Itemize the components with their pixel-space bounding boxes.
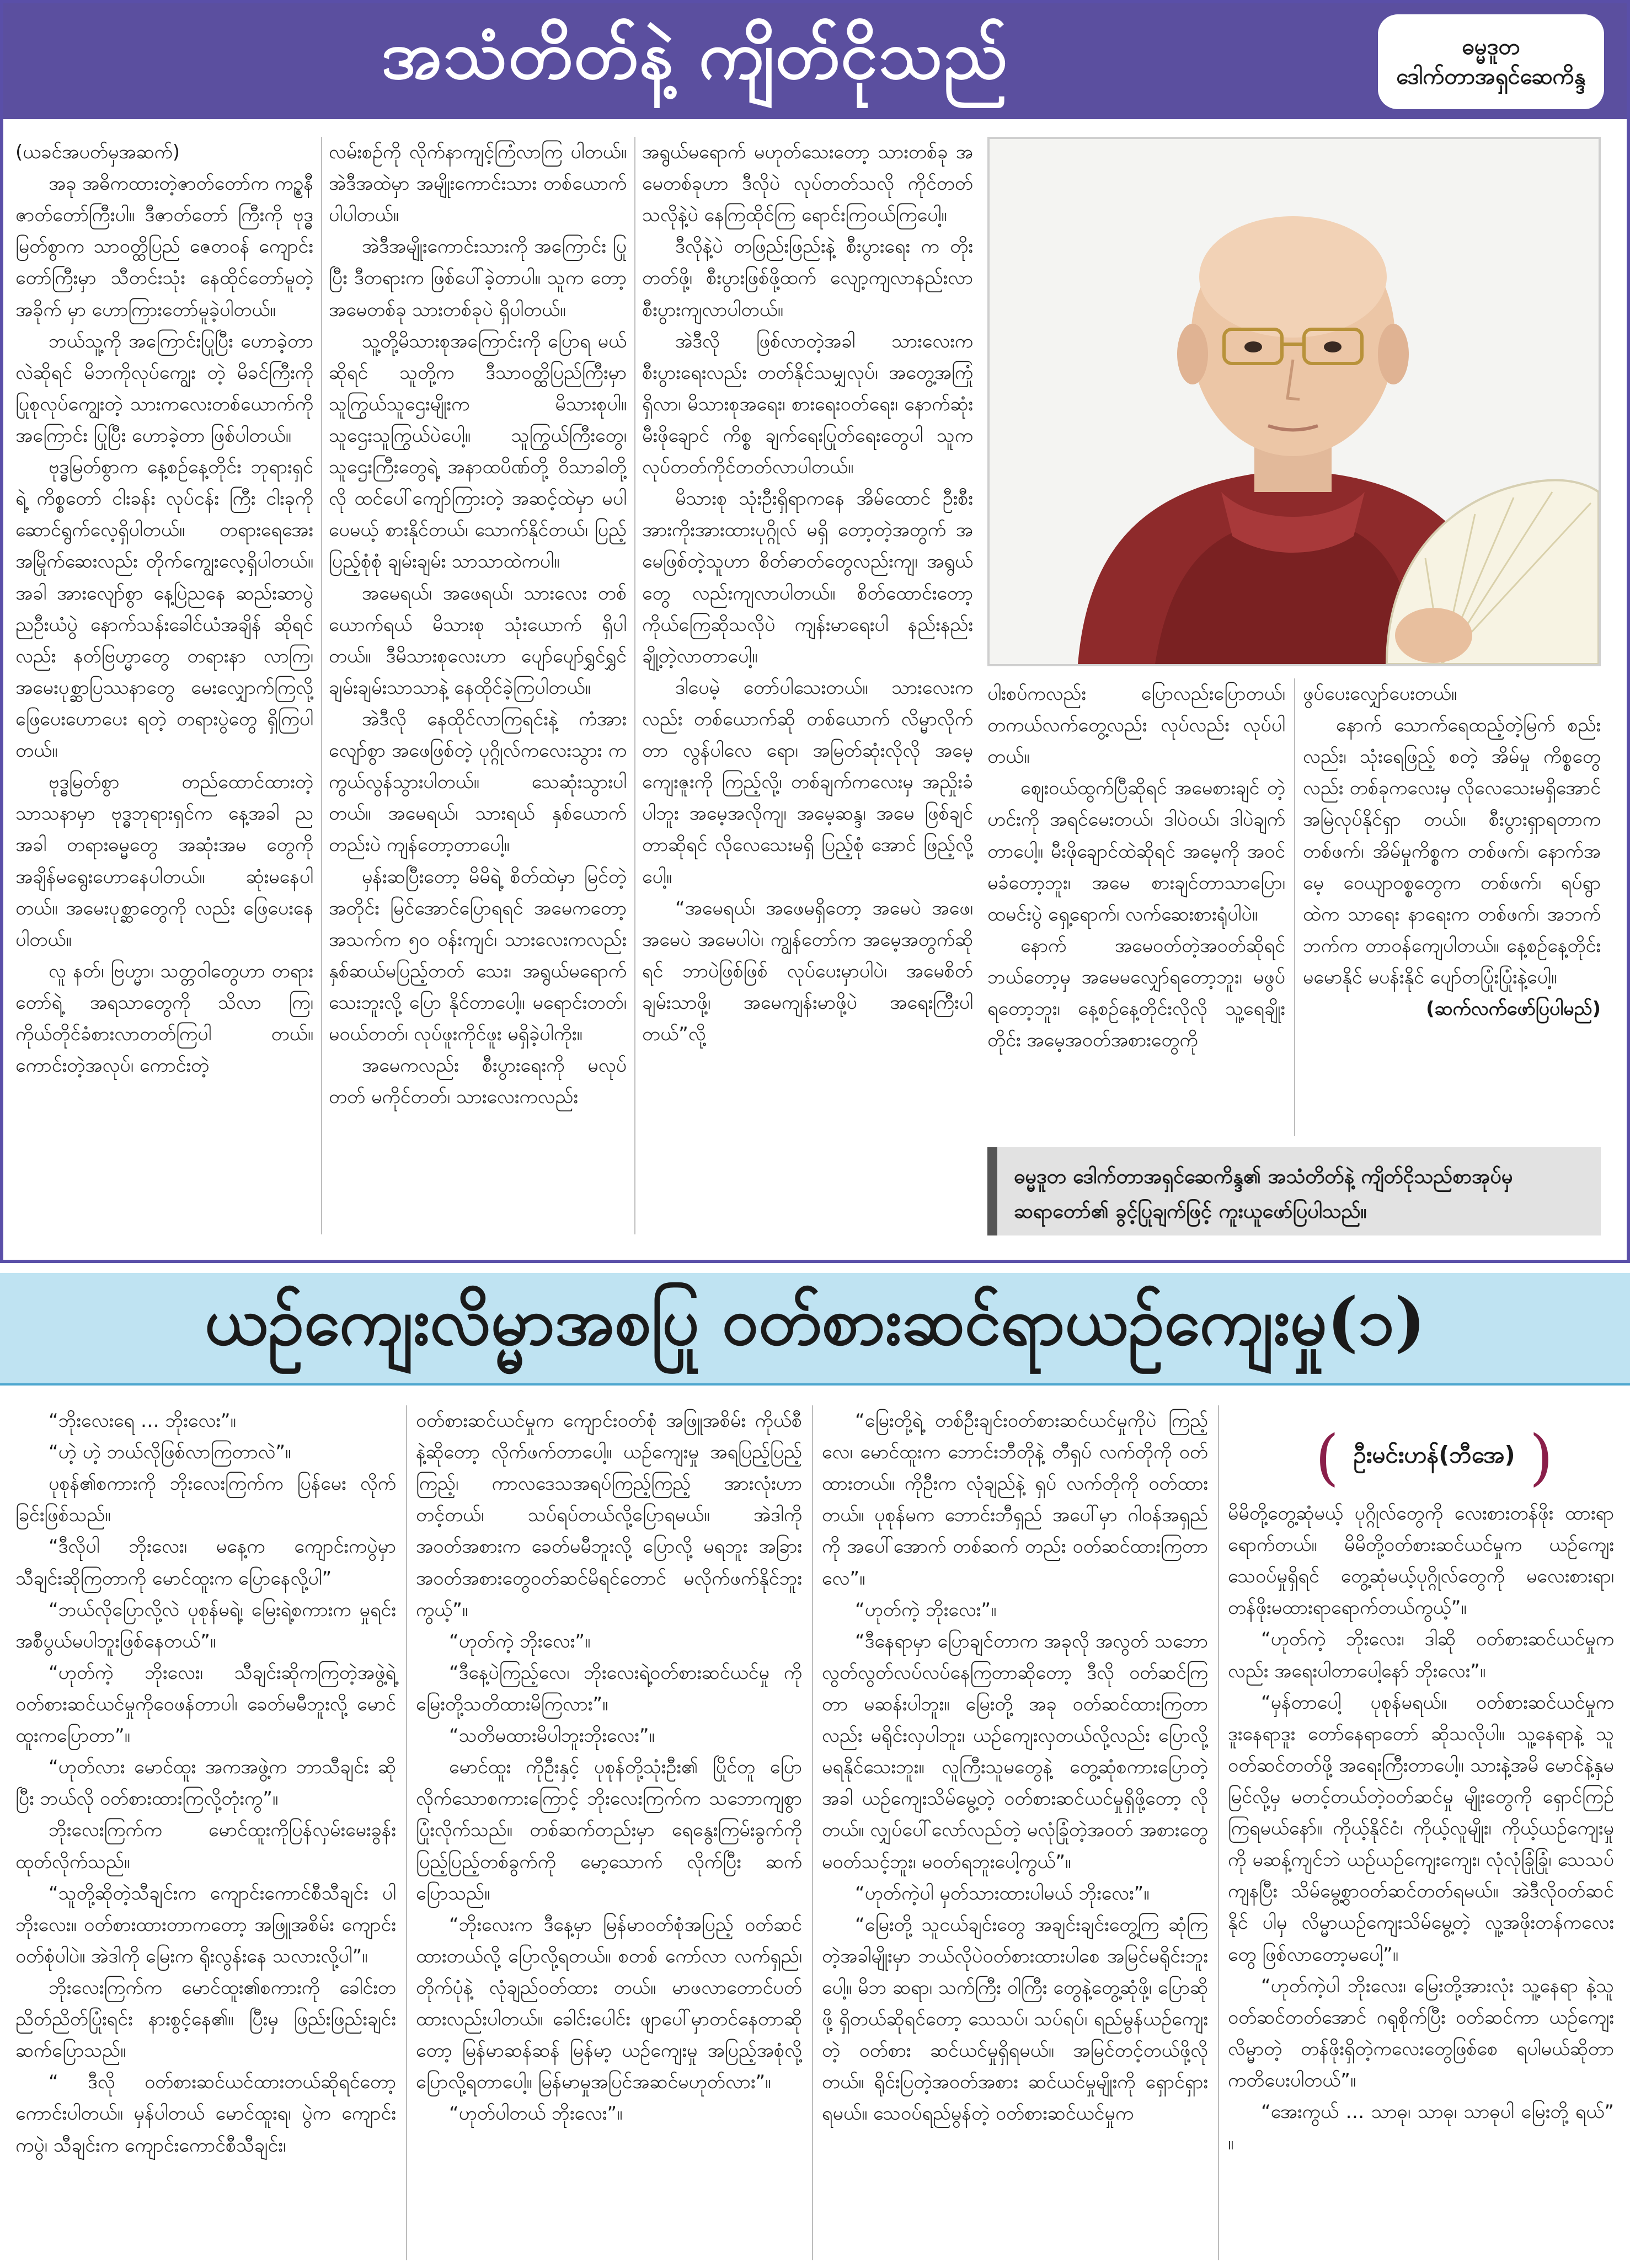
paragraph: “ဒီနေ့ပဲကြည့်လေ၊ ဘိုးလေးရဲ့ဝတ်စားဆင်ယင်မှု ကို မြေးတို့သတိထားမိကြလား”။ [416, 1661, 802, 1715]
monk-portrait-image [990, 139, 1599, 664]
bottom-article-column-1 [15, 1405, 396, 2260]
paragraph: “ ဒီလို ဝတ်စားဆင်ယင်ထားတယ်ဆိုရင်တော့ ကောင်းပါတယ်။ မှန်ပါတယ် မောင်ထူးရ၊ ပွဲက ကျောင်းကပွဲ၊ သီချင်းက ကျောင်းကောင်စီသီချင်း၊ [15, 2071, 396, 2157]
paragraph: အရွယ်မရောက် မဟုတ်သေးတော့ သားတစ်ခု အမေတစ်ခုဟာ ဒီလိုပဲ လုပ်တတ်သလို ကိုင်တတ်သလိုနဲ့ပဲ နေကြထိုင်ကြ ရောင်းကြဝယ်ကြပေါ့။ [642, 141, 973, 227]
paragraph: လမ်းစဉ်ကို လိုက်နာကျင့်ကြံလာကြ ပါတယ်။ အဲဒီအထဲမှာ အမျိုးကောင်းသား တစ်ယောက်ပါပါတယ်။ [329, 141, 627, 227]
paragraph: “ဟုတ်ကဲ့ ဘိုးလေး၊ ဒါဆို ဝတ်စားဆင်ယင်မှုက လည်း အရေးပါတာပေါ့နော် ဘိုးလေး”။ [1228, 1628, 1614, 1682]
paragraph: “ဒီနေရာမှာ ပြောချင်တာက အခုလို အလွတ် သဘော လွတ်လွတ်လပ်လပ်နေကြတာဆိုတော့ ဒီလို ဝတ်ဆင်ကြတာ မဆန်းပါဘူး။ မြေးတို့ အခု ဝတ်ဆင်ထားကြတာလည်း မရိုင်းလှပါဘူး၊ ယဉ်ကျေးလှတယ်လို့လည်း ပြောလို့မရနိုင်သေးဘူး။ လူကြီးသူမတွေနဲ့ တွေ့ဆုံစကားပြောတဲ့အခါ ယဉ်ကျေးသိမ်မွေ့တဲ့ ဝတ်စားဆင်ယင်မှုရှိဖို့တော့ လိုတယ်။ လျှပ်ပေါ်လော်လည်တဲ့ မလုံခြုံတဲ့အဝတ် အစားတွေ မဝတ်သင့်ဘူး၊ မဝတ်ရဘူးပေါ့ကွယ်”။ [822, 1630, 1208, 1873]
bottom-article-column-3 [822, 1405, 1208, 2260]
byline-name: ဒေါက်တာအရှင်ဆေကိန္ဒ [1396, 64, 1586, 89]
bottom-article-column-2 [416, 1405, 802, 2260]
paragraph: “ဒီလိုပါ ဘိုးလေး၊ မနေ့က ကျောင်းကပွဲမှာ သီချင်းဆိုကြတာကို မောင်ထူးက ပြောနေလို့ပါ” [15, 1536, 396, 1590]
paragraph: ဒီလိုနဲ့ပဲ တဖြည်းဖြည်းနဲ့ စီးပွားရေး က တိုးတတ်ဖို့၊ စီးပွားဖြစ်ဖို့ထက် လျော့ကျလာနည်းလာစီးပွားကျလာပါတယ်။ [642, 236, 973, 321]
paragraph: “မှန်တာပေါ့ ပုစုန်မရယ်။ ဝတ်စားဆင်ယင်မှုက ဒူးနေရာဒူး တော်နေရာတော် ဆိုသလိုပါ။ သူ့နေရာနဲ့ သူ ဝတ်ဆင်တတ်ဖို့ အရေးကြီးတာပေါ့။ သားနဲ့အမိ မောင်နဲ့နှမ မြင်လို့မှ မတင့်တယ်တဲ့ဝတ်ဆင်မှု မျိုးတွေကို ရှောင်ကြဉ်ကြရမယ်နော်။ ကိုယ့်နိုင်ငံ၊ ကိုယ့်လူမျိုး၊ ကိုယ့်ယဉ်ကျေးမှုကို မဆန့်ကျင်ဘဲ ယဉ်ယဉ်ကျေးကျေး၊ လုံလုံခြုံခြုံ၊ သေသပ်ကျနပြီး သိမ်မွေ့စွာဝတ်ဆင်တတ်ရမယ်။ အဲဒီလိုဝတ်ဆင်နိုင် ပါမှ လိမ္မာယဉ်ကျေးသိမ်မွေ့တဲ့ လူ့အဖိုးတန်ကလေး တွေ ဖြစ်လာတော့မပေါ့”။ [1228, 1691, 1614, 1966]
paragraph: ဈေးဝယ်ထွက်ပြီဆိုရင် အမေစားချင် တဲ့ဟင်းကို အရင်မေးတယ်၊ ဒါပဲဝယ်၊ ဒါပဲချက်တာပေါ့။ မီးဖိုချောင်ထဲဆိုရင် အမေ့ကို အဝင်မခံတော့ဘူး၊ အမေ စားချင်တာသာပြော၊ ထမင်းပွဲ ရှေ့ရောက်၊ လက်ဆေးစားရုံပါပဲ။ [987, 777, 1285, 926]
column-divider [1294, 678, 1295, 1136]
paragraph: နောက် သောက်ရေထည့်တဲ့မြက် စည်းလည်း၊ သုံးရေဖြည့် စတဲ့ အိမ်မှု ကိစ္စတွေလည်း တစ်ခုကလေးမှ လိုလေသေးမရှိအောင် အမြဲလုပ်နိုင်ရှာ တယ်။ စီးပွားရှာရတာက တစ်ဖက်၊ အိမ်မှုကိစ္စက တစ်ဖက်၊ နောက်အမေ့ ဝေယျာဝစ္စတွေက တစ်ဖက်၊ ရပ်ရွာ ထဲက သာရေး နာရေးက တစ်ဖက်၊ အဘက်ဘက်က တာဝန်ကျေပါတယ်။ နေ့စဉ်နေ့တိုင်း မမောနိုင် မပန်းနိုင် ပျော်တပြုံးပြုံးနဲ့ပေါ့။ [1303, 714, 1601, 988]
paragraph: “ဟုတ်ကဲ့ ဘိုးလေး”။ [449, 1630, 591, 1652]
paragraph: “ဘယ်လိုပြောလို့လဲ ပုစုန်မရဲ့၊ မြေးရဲ့စကားက မှုရင်းအစီပွယ်မပါဘူးဖြစ်နေတယ်”။ [15, 1598, 396, 1652]
paragraph: “သူတို့ဆိုတဲ့သီချင်းက ကျောင်းကောင်စီသီချင်း ပါ ဘိုးလေး။ ဝတ်စားထားတာကတော့ အဖြူအစိမ်း ကျောင်းဝတ်စုံပါပဲ။ အဲဒါကို မြေးက ရိုးလွန်းနေ သလားလို့ပါ”။ [15, 1882, 396, 1967]
paragraph: “အမေရယ်၊ အဖေမရှိတော့ အမေပဲ အဖေ၊ အမေပဲ အမေပါပဲ၊ ကျွန်တော်က အမေ့အတွက်ဆိုရင် ဘာပဲဖြစ်ဖြစ် လုပ်ပေးမှာပါပဲ၊ အမေစိတ်ချမ်းသာဖို့၊ အမေကျန်းမာဖို့ပဲ အရေးကြီးပါတယ်”လို့ [642, 897, 973, 1046]
title-underline-rule [0, 1383, 1630, 1386]
column-divider [1218, 1405, 1219, 2260]
monk-portrait-photo [987, 137, 1601, 666]
paragraph: အခု အဓိကထားတဲ့ဇာတ်တော်က ကဥ္စနီ ဇာတ်တော်ကြီးပါ။ ဒီဇာတ်တော် ကြီးကို ဗုဒ္ဓမြတ်စွာက သာဝတ္ထိပြည် ဇေတဝန် ကျောင်းတော်ကြီးမှာ သီတင်းသုံး နေထိုင်တော်မူတဲ့အခိုက် မှာ ဟောကြားတော်မူခဲ့ပါတယ်။ [15, 173, 313, 321]
bottom-article-column-4 [1228, 1498, 1614, 2259]
reprint-credit-caption: ဓမ္မဒူတ ဒေါက်တာအရှင်ဆေကိန္ဒ၏ အသံတိတ်နဲ့ ကျိတ်ငိုသည်စာအုပ်မှ ဆရာတော်၏ ခွင့်ပြုချက်ဖြင့် ကူးယူဖော်ပြပါသည်။ [987, 1147, 1601, 1235]
paragraph: ဘိုးလေးကြက်က မောင်ထူးကိုပြန်လှမ်းမေးခွန်း ထုတ်လိုက်သည်။ [15, 1819, 396, 1873]
paragraph: “ဟုတ်ကဲ့ပါ မှတ်သားထားပါမယ် ဘိုးလေး”။ [855, 1882, 1150, 1905]
paragraph: ဘယ်သူ့ကို အကြောင်းပြုပြီး ဟောခဲ့တာလဲဆိုရင် မိဘကိုလုပ်ကျွေး တဲ့ မိခင်ကြီးကို ပြုစုလုပ်ကျွေးတဲ့ သားကလေးတစ်ယောက်ကိုအကြောင်း ပြုပြီး ဟောခဲ့တာ ဖြစ်ပါတယ်။ [15, 330, 313, 447]
top-article-column-1 [15, 137, 313, 1234]
paragraph: ပါးစပ်ကလည်း ပြောလည်းပြောတယ်၊ တကယ်လက်တွေ့လည်း လုပ်လည်း လုပ်ပါတယ်။ [987, 683, 1285, 768]
paragraph: ဖွပ်ပေးလျှော်ပေးတယ်။ [1303, 683, 1457, 705]
byline-title: ဓမ္မဒူတ [1462, 34, 1520, 60]
column-divider [812, 1405, 813, 2260]
column-divider [634, 137, 635, 1234]
paragraph: ဗုဒ္ဓမြတ်စွာက နေ့စဉ်နေ့တိုင်း ဘုရားရှင်ရဲ့ ကိစ္စတော် ငါးခန်း လုပ်ငန်း ကြီး ငါးခုကို ဆောင်ရွက်လေ့ရှိပါတယ်။ တရားရေအေး အမြိုက်ဆေးလည်း တိုက်ကျွေးလေ့ရှိပါတယ်။ အခါ အားလျော်စွာ နေ့ပြဲညနေ ဆည်းဆာပွဲ ညဦးယံပွဲ နောက်သန်းခေါင်ယံအချိန် ဆိုရင်လည်း နတ်ဗြဟ္မာတွေ တရားနာ လာကြ၊ အမေးပုစ္ဆာပြဿနာတွေ မေးလျှောက်ကြလို့ ဖြေပေးဟောပေး ရတဲ့ တရားပွဲတွေ ရှိကြပါတယ်။ [15, 456, 313, 762]
paragraph: ပုစုန်၏စကားကို ဘိုးလေးကြက်က ပြန်မေး လိုက်ခြင်းဖြစ်သည်။ [15, 1473, 396, 1527]
paragraph: အမေကလည်း စီးပွားရေးကို မလုပ် တတ် မကိုင်တတ်၊ သားလေးကလည်း [329, 1055, 627, 1109]
paragraph: “ဟဲ့ ဟဲ့ ဘယ်လိုဖြစ်လာကြတာလဲ”။ [49, 1441, 291, 1464]
author-name: ဦးမင်းဟန်(ဘီအေ) [1353, 1441, 1515, 1468]
paragraph: အဲဒီအမျိုးကောင်းသားကို အကြောင်း ပြုပြီး ဒီတရားက ဖြစ်ပေါ်ခဲ့တာပါ။ သူက တော့ အမေတစ်ခု သားတစ်ခုပဲ ရှိပါတယ်။ [329, 236, 627, 321]
paragraph: လူ နတ်၊ ဗြဟ္မာ၊ သတ္တဝါတွေဟာ တရားတော်ရဲ့ အရသာတွေကို သိလာ ကြ၊ ကိုယ်တိုင်ခံစားလာတတ်ကြပါ တယ်။ ကောင်းတဲ့အလုပ်၊ ကောင်းတဲ့ [15, 960, 313, 1077]
paragraph: (ဆက်လက်ဖော်ပြပါမည်) [1426, 998, 1601, 1020]
column-divider [321, 137, 322, 1234]
author-bracket-right: ) [1529, 1422, 1553, 1493]
top-article-column-3 [642, 137, 973, 1234]
paragraph: မိမိတို့တွေ့ဆုံမယ့် ပုဂ္ဂိုလ်တွေကို လေးစားတန်ဖိုး ထားရာရောက်တယ်။ မိမိတို့ဝတ်စားဆင်ယင်မှုက ယဉ်ကျေးသေဝပ်မှုရှိရင် တွေ့ဆုံမယ့်ပုဂ္ဂိုလ်တွေကို မလေးစားရာ၊ တန်ဖိုးမထားရာရောက်တယ်ကွယ့်”။ [1228, 1502, 1614, 1619]
paragraph: ဗုဒ္ဓမြတ်စွာ တည်ထောင်ထားတဲ့ သာသနာမှာ ဗုဒ္ဓဘုရားရှင်က နေ့အခါ ညအခါ တရားဓမ္မတွေ အဆုံးအမ တွေကို အချိန်မရွေးဟောနေပါတယ်။ ဆုံးမနေပါတယ်။ အမေးပုစ္ဆာတွေကို လည်း ဖြေပေးနေပါတယ်။ [15, 771, 313, 951]
paragraph: “ဟုတ်လား မောင်ထူး အကအဖွဲ့က ဘာသီချင်း ဆိုပြီး ဘယ်လို ဝတ်စားထားကြလို့တုံးကွ”။ [15, 1756, 396, 1810]
paragraph: “ဟုတ်ကဲ့ ဘိုးလေး၊ သီချင်းဆိုကကြတဲ့အဖွဲ့ရဲ့ ဝတ်စားဆင်ယင်မှုကိုဝေဖန်တာပါ၊ ခေတ်မမီဘူးလို့ မောင်ထူးကပြောတာ”။ [15, 1661, 396, 1747]
bottom-article-title: ယဉ်ကျေးလိမ္မာအစပြု ဝတ်စားဆင်ရာယဉ်ကျေးမှု(၁) [204, 1283, 1426, 1360]
column-divider [406, 1405, 407, 2260]
paragraph: အဲဒီလို နေထိုင်လာကြရင်းနဲ့ ကံအား လျော်စွာ အဖေဖြစ်တဲ့ ပုဂ္ဂိုလ်ကလေးသွား က ကွယ်လွန်သွားပါတယ်။ သေဆုံးသွားပါ တယ်။ အမေရယ်၊ သားရယ် နှစ်ယောက် တည်းပဲ ကျန်တော့တာပေါ့။ [329, 708, 627, 857]
top-article-byline [1378, 14, 1604, 109]
paragraph: မှန်းဆပြီးတော့ မိမိရဲ့ စိတ်ထဲမှာ မြင်တဲ့အတိုင်း မြင်အောင်ပြောရရင် အမေကတော့ အသက်က ၅၀ ဝန်းကျင်၊ သားလေးကလည်း နှစ်ဆယ်မပြည့်တတ် သေး၊ အရွယ်မရောက်သေးဘူးလို့ ပြော နိုင်တာပေါ့။ မရောင်းတတ်၊ မဝယ်တတ်၊ လုပ်ဖူးကိုင်ဖူး မရှိခဲ့ပါကိုး။ [329, 865, 627, 1046]
paragraph: အဲဒီလို ဖြစ်လာတဲ့အခါ သားလေးက စီးပွားရေးလည်း တတ်နိုင်သမျှလုပ်၊ အတွေ့အကြုံရှိလာ၊ မိသားစုအရေး၊ စားရေးဝတ်ရေး၊ နောက်ဆုံး မီးဖိုချောင် ကိစ္စ ချက်ရေးပြုတ်ရေးတွေပါ သူက လုပ်တတ်ကိုင်တတ်လာပါတယ်။ [642, 330, 973, 479]
bottom-article-author [1263, 1422, 1605, 1493]
paragraph: သူ့တို့မိသားစုအကြောင်းကို ပြောရ မယ်ဆိုရင် သူတို့က ဒီသာဝတ္ထိပြည်ကြီးမှာ သူကြွယ်သူဌေးမျိုးက မိသားစုပါ။ သူဌေးသူကြွယ်ပဲပေါ့။ သူကြွယ်ကြီးတွေ၊ သူဌေးကြီးတွေရဲ့ အနာထပိဏ်တို့ ဝိသာခါတို့လို ထင်ပေါ်ကျော်ကြားတဲ့ အဆင့်ထဲမှာ မပါပေမယ့် စားနိုင်တယ်၊ သောက်နိုင်တယ်၊ ပြည့်ပြည့်စုံစုံ ချမ်းချမ်း သာသာထဲကပါ။ [329, 330, 627, 573]
paragraph: အမေရယ်၊ အဖေရယ်၊ သားလေး တစ်ယောက်ရယ် မိသားစု သုံးယောက် ရှိပါ တယ်။ ဒီမိသားစုလေးဟာ ပျော်ပျော်ရွှင်ရွှင် ချမ်းချမ်းသာသာနဲ့ နေထိုင်ခဲ့ကြပါတယ်။ [329, 582, 627, 699]
paragraph: ဘိုးလေးကြက်က မောင်ထူး၏စကားကို ခေါင်းတညိတ်ညိတ်ပြုံးရင်း နားစွင့်နေ၏။ ပြီးမှ ဖြည်းဖြည်းချင်း ဆက်ပြောသည်။ [15, 1976, 396, 2062]
paragraph: မိသားစု သုံးဦးရှိရာကနေ အိမ်ထောင် ဦးစီး အားကိုးအားထားပုဂ္ဂိုလ် မရှိ တော့တဲ့အတွက် အမေဖြစ်တဲ့သူဟာ စိတ်ဓာတ်တွေလည်းကျ၊ အရွယ်တွေ လည်းကျလာပါတယ်။ စိတ်ထောင်းတော့ ကိုယ်ကြေဆိုသလိုပဲ ကျန်းမာရေးပါ နည်းနည်းချို့တဲ့လာတာပေါ့။ [642, 488, 973, 667]
paragraph: “အေးကွယ် … သာဓု၊ သာဓု၊ သာဓုပါ မြေးတို့ ရယ်” ။ [1228, 2101, 1614, 2155]
paragraph: “သတိမထားမိပါဘူးဘိုးလေး”။ [449, 1725, 655, 1747]
paragraph: မောင်ထူး ကိုဦးနှင့် ပုစုန်တို့သုံးဦး၏ ပြိုင်တူ ပြောလိုက်သောစကားကြောင့် ဘိုးလေးကြက်က သဘောကျစွာပြုံးလိုက်သည်။ တစ်ဆက်တည်းမှာ ရေနွေးကြမ်းခွက်ကို ပြည့်ပြည့်တစ်ခွက်ကို မော့သောက် လိုက်ပြီး ဆက်ပြောသည်။ [416, 1756, 802, 1905]
paragraph: (ယခင်အပတ်မှအဆက်) [15, 141, 180, 163]
paragraph: “ဟုတ်ကဲ့ပါ ဘိုးလေး၊ မြေးတို့အားလုံး သူ့နေရာ နဲ့သူ ဝတ်ဆင်တတ်အောင် ဂရုစိုက်ပြီး ဝတ်ဆင်ကာ ယဉ်ကျေးလိမ္မာတဲ့ တန်ဖိုးရှိတဲ့ကလေးတွေဖြစ်စေ ရပါမယ်ဆိုတာ ကတိပေးပါတယ်”။ [1228, 1975, 1614, 2092]
paragraph: ဝတ်စားဆင်ယင်မှုက ကျောင်းဝတ်စုံ အဖြူအစိမ်း ကိုယ်စီနဲ့ဆိုတော့ လိုက်ဖက်တာပေါ့။ ယဉ်ကျေးမှု အရပြည့်ပြည့်ကြည့်၊ ကာလဒေသအရပ်ကြည့်ကြည့် အားလုံးဟာ တင့်တယ်၊ သပ်ရပ်တယ်လို့ပြောရမယ်။ အဲဒါကို အဝတ်အစားက ခေတ်မမီဘူးလို့ ပြောလို့ မရဘူး အခြားအဝတ်အစားတွေဝတ်ဆင်မိရင်တောင် မလိုက်ဖက်နိုင်ဘူးကွယ့်”။ [416, 1410, 802, 1621]
paragraph: “မြေးတို့ရဲ့ တစ်ဦးချင်းဝတ်စားဆင်ယင်မှုကိုပဲ ကြည့်လေ၊ မောင်ထူးက ဘောင်းဘီတိုနဲ့ တီရှပ် လက်တိုကို ဝတ်ထားတယ်။ ကိုဦးက လုံချည်နဲ့ ရှပ် လက်တိုကို ဝတ်ထားတယ်။ ပုစုန်မက ဘောင်းဘီရှည် အပေါ်မှာ ဂါဝန်အရှည်ကို အပေါ်အောက် တစ်ဆက် တည်း ဝတ်ဆင်ထားကြတာလေ”။ [822, 1410, 1208, 1590]
top-article-column-5 [1303, 678, 1601, 1136]
top-article-title: အသံတိတ်နဲ့ ကျိတ်ငိုသည် [381, 15, 1009, 94]
paragraph: နောက် အမေဝတ်တဲ့အဝတ်ဆိုရင် ဘယ်တော့မှ အမေမလျှော်ရတော့ဘူး၊ မဖွပ်ရတော့ဘူး၊ နေ့စဉ်နေ့တိုင်းလိုလို သူ့ရေချိုးတိုင်း အမေ့အဝတ်အစားတွေကို [987, 934, 1285, 1052]
top-article-column-4 [987, 678, 1285, 1136]
author-bracket-left: ( [1315, 1422, 1339, 1493]
paragraph: “ဘိုးလေးက ဒီနေ့မှာ မြန်မာဝတ်စုံအပြည့် ဝတ်ဆင်ထားတယ်လို့ ပြောလို့ရတယ်။ စတစ် ကော်လာ လက်ရှည်၊ တိုက်ပုံနဲ့ လုံချည်ဝတ်ထား တယ်။ မာဖလာတောင်ပတ်ထားလည်းပါတယ်။ ခေါင်းပေါင်း ဖျာပေါ်မှာတင်နေတာဆိုတော့ မြန်မာဆန်ဆန် မြန်မာ့ ယဉ်ကျေးမှု အပြည့်အစုံလို့ ပြောလို့ရတာပေါ့။ မြန်မာမှုအပြင်အဆင်မဟုတ်လား”။ [416, 1913, 802, 2094]
paragraph: “ဟုတ်ပါတယ် ဘိုးလေး”။ [449, 2103, 623, 2125]
paragraph: “ဘိုးလေးရေ … ဘိုးလေး”။ [49, 1410, 236, 1432]
paragraph: “ဟုတ်ကဲ့ ဘိုးလေး”။ [855, 1598, 997, 1621]
paragraph: ဒါပေမဲ့ တော်ပါသေးတယ်။ သားလေးကလည်း တစ်ယောက်ဆို တစ်ယောက် လိမ္မာလိုက်တာ လွန်ပါလေ ရော၊ အမြတ်ဆုံးလိုလို အမေ့ကျေးဇူးကို ကြည့်လို့၊ တစ်ချက်ကလေးမှ အညှိုးခံ ပါဘူး အမေ့အလိုကျ၊ အမေ့ဆန္ဒ၊ အမေ ဖြစ်ချင်တာဆိုရင် လိုလေသေးမရှိ ပြည့်စုံ အောင် ဖြည့်လို့ပေါ့။ [642, 676, 973, 888]
top-article-column-2 [329, 137, 627, 1234]
paragraph: “မြေးတို့ သူငယ်ချင်းတွေ အချင်းချင်းတွေ့ကြ ဆုံကြတဲ့အခါမျိုးမှာ ဘယ်လိုပဲဝတ်စားထားပါစေ အမြင်မရိုင်းဘူးပေါ့။ မိဘ ဆရာ၊ သက်ကြီး ဝါကြီး တွေနဲ့တွေ့ဆုံဖို့၊ ပြောဆိုဖို့ ရှိတယ်ဆိုရင်တော့ သေသပ်၊ သပ်ရပ်၊ ရည်မွန်ယဉ်ကျေးတဲ့ ဝတ်စား ဆင်ယင်မှုရှိရမယ်။ အမြင်တင့်တယ်ဖို့လိုတယ်။ ရိုင်းပြတဲ့အဝတ်အစား ဆင်ယင်မှုမျိုးကို ရှောင်ရှား ရမယ်။ သေဝပ်ရည်မွန်တဲ့ ဝတ်စားဆင်ယင်မှုက [822, 1913, 1208, 2125]
